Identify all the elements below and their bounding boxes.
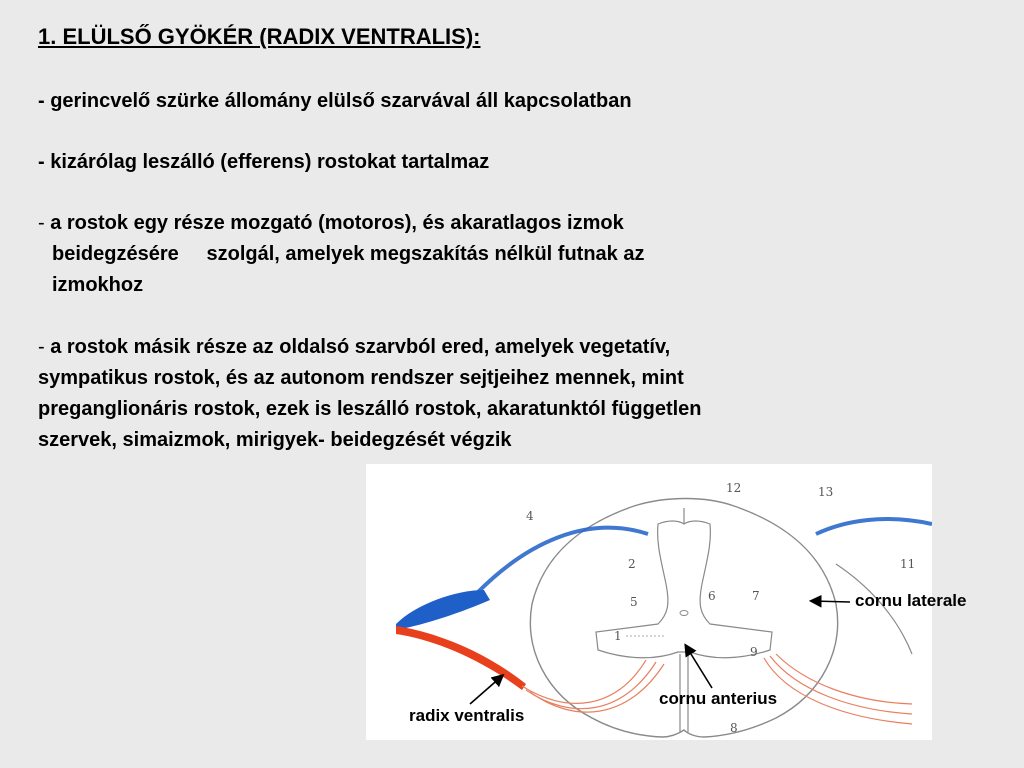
callout-cornu-anterius: cornu anterius <box>659 689 778 708</box>
bullet-3-line-3: izmokhoz <box>52 274 144 296</box>
bullet-4-line-4: szervek, simaizmok, mirigyek- beidegzését végzik <box>38 429 512 451</box>
callout-cornu-laterale: cornu laterale <box>855 591 967 610</box>
bullet-3-line-2: beidegzésére szolgál, amelyek megszakítás nélkül futnak az <box>52 243 645 265</box>
arrow-cornu-laterale <box>812 601 850 602</box>
bullet-4-line-1: - a rostok másik része az oldalsó szarvból ered, amelyek vegetatív, <box>38 336 671 358</box>
label-7: 7 <box>752 589 760 603</box>
bullet-2: - kizárólag leszálló (efferens) rostokat tartalmaz <box>38 151 490 173</box>
arrow-cornu-anterius <box>686 646 712 688</box>
bullet-3-line-1: - a rostok egy része mozgató (motoros), és akaratlagos izmok <box>38 212 624 234</box>
label-6: 6 <box>708 589 716 603</box>
slide-title: 1. ELÜLSŐ GYÖKÉR (RADIX VENTRALIS): <box>38 24 481 49</box>
callout-radix-ventralis: radix ventralis <box>409 706 525 725</box>
bullet-1: - gerincvelő szürke állomány elülső szarvával áll kapcsolatban <box>38 90 632 112</box>
label-1: 1 <box>614 629 622 643</box>
label-12: 12 <box>726 481 742 495</box>
label-11: 11 <box>900 557 916 571</box>
label-2: 2 <box>628 557 636 571</box>
bullet-4-line-2: sympatikus rostok, és az autonom rendszer sejtjeihez mennek, mint <box>38 367 684 389</box>
label-8: 8 <box>730 721 738 735</box>
label-13: 13 <box>818 485 834 499</box>
bullet-4-line-3: preganglionáris rostok, ezek is leszálló rostok, akaratunktól független <box>38 398 702 420</box>
arrow-radix-ventralis <box>470 676 502 704</box>
label-9: 9 <box>750 645 758 659</box>
label-5: 5 <box>630 595 638 609</box>
label-4: 4 <box>526 509 534 523</box>
